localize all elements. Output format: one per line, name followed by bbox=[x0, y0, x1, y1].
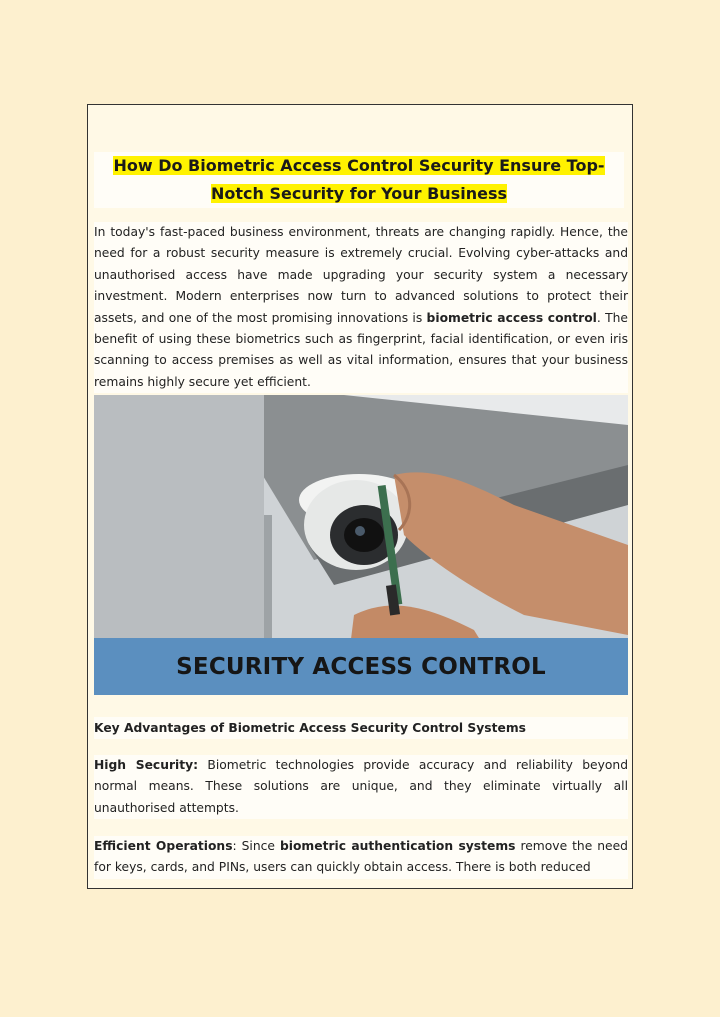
section-heading: Key Advantages of Biometric Access Security Control Systems bbox=[94, 717, 628, 739]
intro-bold-term: biometric access control bbox=[426, 310, 597, 325]
point-label: High Security: bbox=[94, 758, 199, 772]
point-text-continued: remove the need for keys, cards, and PINs, users can quickly obtain access. There is both reduced bbox=[94, 839, 628, 875]
point-text: : Since bbox=[232, 839, 280, 853]
point-efficient-operations bbox=[94, 836, 628, 879]
security-camera-photo bbox=[94, 395, 628, 695]
intro-text-after: . The benefit of using these biometrics such as fingerprint, facial identification, or even iris scanning to access premises as well as vital information, ensures that your business remains highly secure yet efficient. bbox=[94, 310, 628, 389]
intro-paragraph bbox=[94, 222, 628, 393]
image-banner bbox=[94, 638, 628, 695]
intro-text-before: In today's fast-paced business environment, threats are changing rapidly. Hence, the need for a robust security measure is extremely crucial. Evolving cyber-attacks and unauthorised access have made upgrading your security system a necessary investment. Modern enterprises now turn to advanced solutions to protect their assets, and one of the most promising innovations is bbox=[94, 225, 628, 325]
document-page bbox=[87, 104, 633, 889]
point-high-security bbox=[94, 755, 628, 819]
title-block bbox=[94, 152, 624, 208]
point-label: Efficient Operations bbox=[94, 839, 233, 853]
banner-text: SECURITY ACCESS CONTROL bbox=[176, 653, 546, 680]
point-bold-term: biometric authentication systems bbox=[279, 839, 516, 853]
point-text: Biometric technologies provide accuracy and reliability beyond normal means. These solutions are unique, and they eliminate virtually all unauthorised attempts. bbox=[94, 758, 628, 815]
page-title: How Do Biometric Access Control Security Ensure Top-Notch Security for Your Business bbox=[113, 156, 605, 203]
